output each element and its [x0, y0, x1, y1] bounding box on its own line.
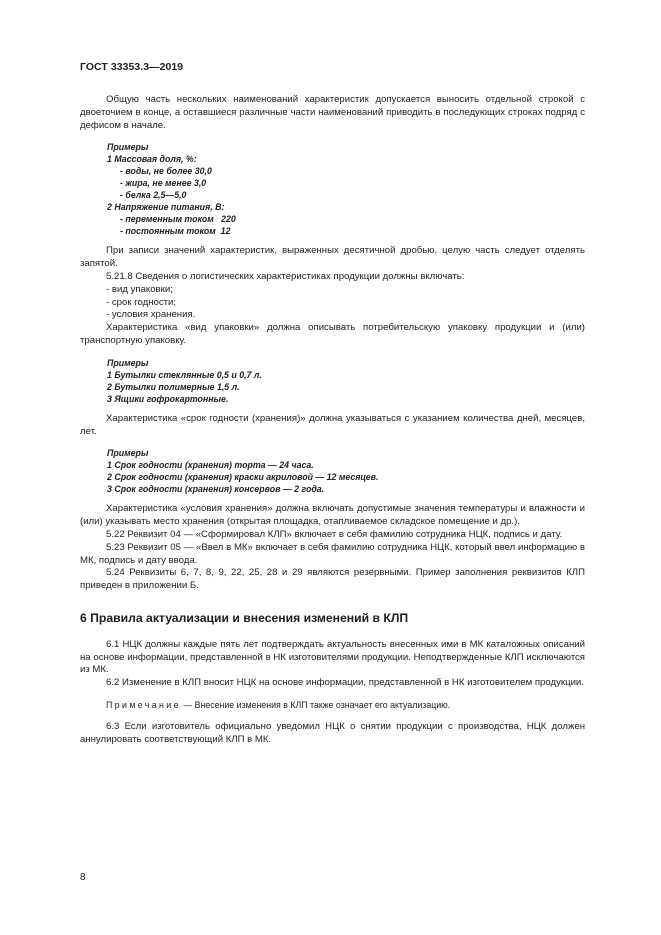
paragraph-intro: Общую часть нескольких наименований характеристик допускается выносить отдельной строкой с двоеточием в конце, а оставшиеся различные части наименований приводить в последующих строках подряд с дефисом в начале.	[80, 94, 585, 131]
paragraph-decimal: При записи значений характеристик, выраженных десятичной дробью, целую часть следует отделять запятой.	[80, 245, 585, 270]
paragraph-6-3: 6.3 Если изготовитель официально уведомил НЦК о снятии продукции с производства, НЦК должен аннулировать соответствующий КЛП в МК.	[80, 720, 585, 745]
note-text: — Внесение изменения в КЛП также означает его актуализацию.	[180, 699, 451, 710]
paragraph-shelf-life: Характеристика «срок годности (хранения)» должна указываться с указанием количества дней, месяцев, лет.	[80, 412, 585, 437]
paragraph-packaging: Характеристика «вид упаковки» должна описывать потребительскую упаковку продукции и (или) транспортную упаковку.	[80, 322, 585, 346]
example-line: - переменным током 220	[120, 214, 236, 225]
example-line: 3 Срок годности (хранения) консервов — 2 года.	[107, 484, 325, 495]
examples-block-3	[80, 447, 585, 495]
example-line: 2 Бутылки полимерные 1,5 л.	[107, 381, 240, 392]
examples-block-2	[80, 357, 585, 405]
paragraph-5-22: 5.22 Реквизит 04 — «Сформировал КЛП» включает в себя фамилию сотрудника НЦК, подпись и дату.	[106, 528, 563, 540]
example-line: - жира, не менее 3,0	[120, 178, 207, 189]
paragraph-storage: Характеристика «условия хранения» должна включать допустимые значения температуры и влажности и (или) указывать место хранения (открытая площадка, отапливаемое складское помещение и др.).	[80, 503, 585, 528]
page-content	[80, 94, 585, 746]
paragraph-6-1: 6.1 НЦК должны каждые пять лет подтверждать актуальность внесенных ими в МК каталожных описаний на основе информации, представленной в НК изготовителями продукции. Неподтвержденные КЛП исключаются из МК.	[80, 638, 585, 676]
page-number: 8	[80, 872, 86, 883]
examples-block-1	[80, 141, 585, 237]
paragraph-5-21-8: 5.21.8 Сведения о логистических характеристиках продукции должны включать:	[106, 270, 465, 282]
list-item: - условия хранения.	[106, 309, 196, 321]
note-label: Примечание	[106, 699, 181, 710]
example-line: 1 Бутылки стеклянные 0,5 и 0,7 л.	[107, 369, 262, 380]
example-line: - постоянным током 12	[120, 226, 231, 237]
paragraph-5-23: 5.23 Реквизит 05 — «Ввел в МК» включает в себя фамилию сотрудника НЦК, который ввел информацию в МК, подпись и дату ввода.	[80, 541, 585, 566]
section-title: 6 Правила актуализации и внесения изменений в КЛП	[80, 610, 409, 625]
examples-title: Примеры	[107, 448, 149, 459]
paragraph-6-2: 6.2 Изменение в КЛП вносит НЦК на основе информации, представленной в НК изготовителем продукции.	[106, 677, 584, 689]
examples-title: Примеры	[107, 142, 149, 153]
paragraph-5-24: 5.24 Реквизиты 6, 7, 8, 9, 22, 25, 28 и 29 являются резервными. Пример заполнения реквизитов КЛП приведен в приложении Б.	[80, 567, 585, 592]
example-line: 3 Ящики гофрокартонные.	[107, 393, 229, 404]
note	[80, 699, 585, 712]
document-header: ГОСТ 33353.3—2019	[80, 62, 184, 73]
list-item: - вид упаковки;	[106, 283, 173, 295]
examples-title: Примеры	[107, 357, 149, 368]
example-line: 1 Срок годности (хранения) торта — 24 часа.	[107, 460, 314, 471]
example-line: - белка 2,5—5,0	[120, 190, 187, 201]
example-line: 2 Напряжение питания, В:	[107, 202, 225, 213]
example-line: 2 Срок годности (хранения) краски акриловой — 12 месяцев.	[107, 472, 379, 483]
list-item: - срок годности;	[106, 296, 177, 308]
example-line: - воды, не более 30,0	[120, 166, 212, 177]
example-line: 1 Массовая доля, %:	[107, 154, 197, 165]
